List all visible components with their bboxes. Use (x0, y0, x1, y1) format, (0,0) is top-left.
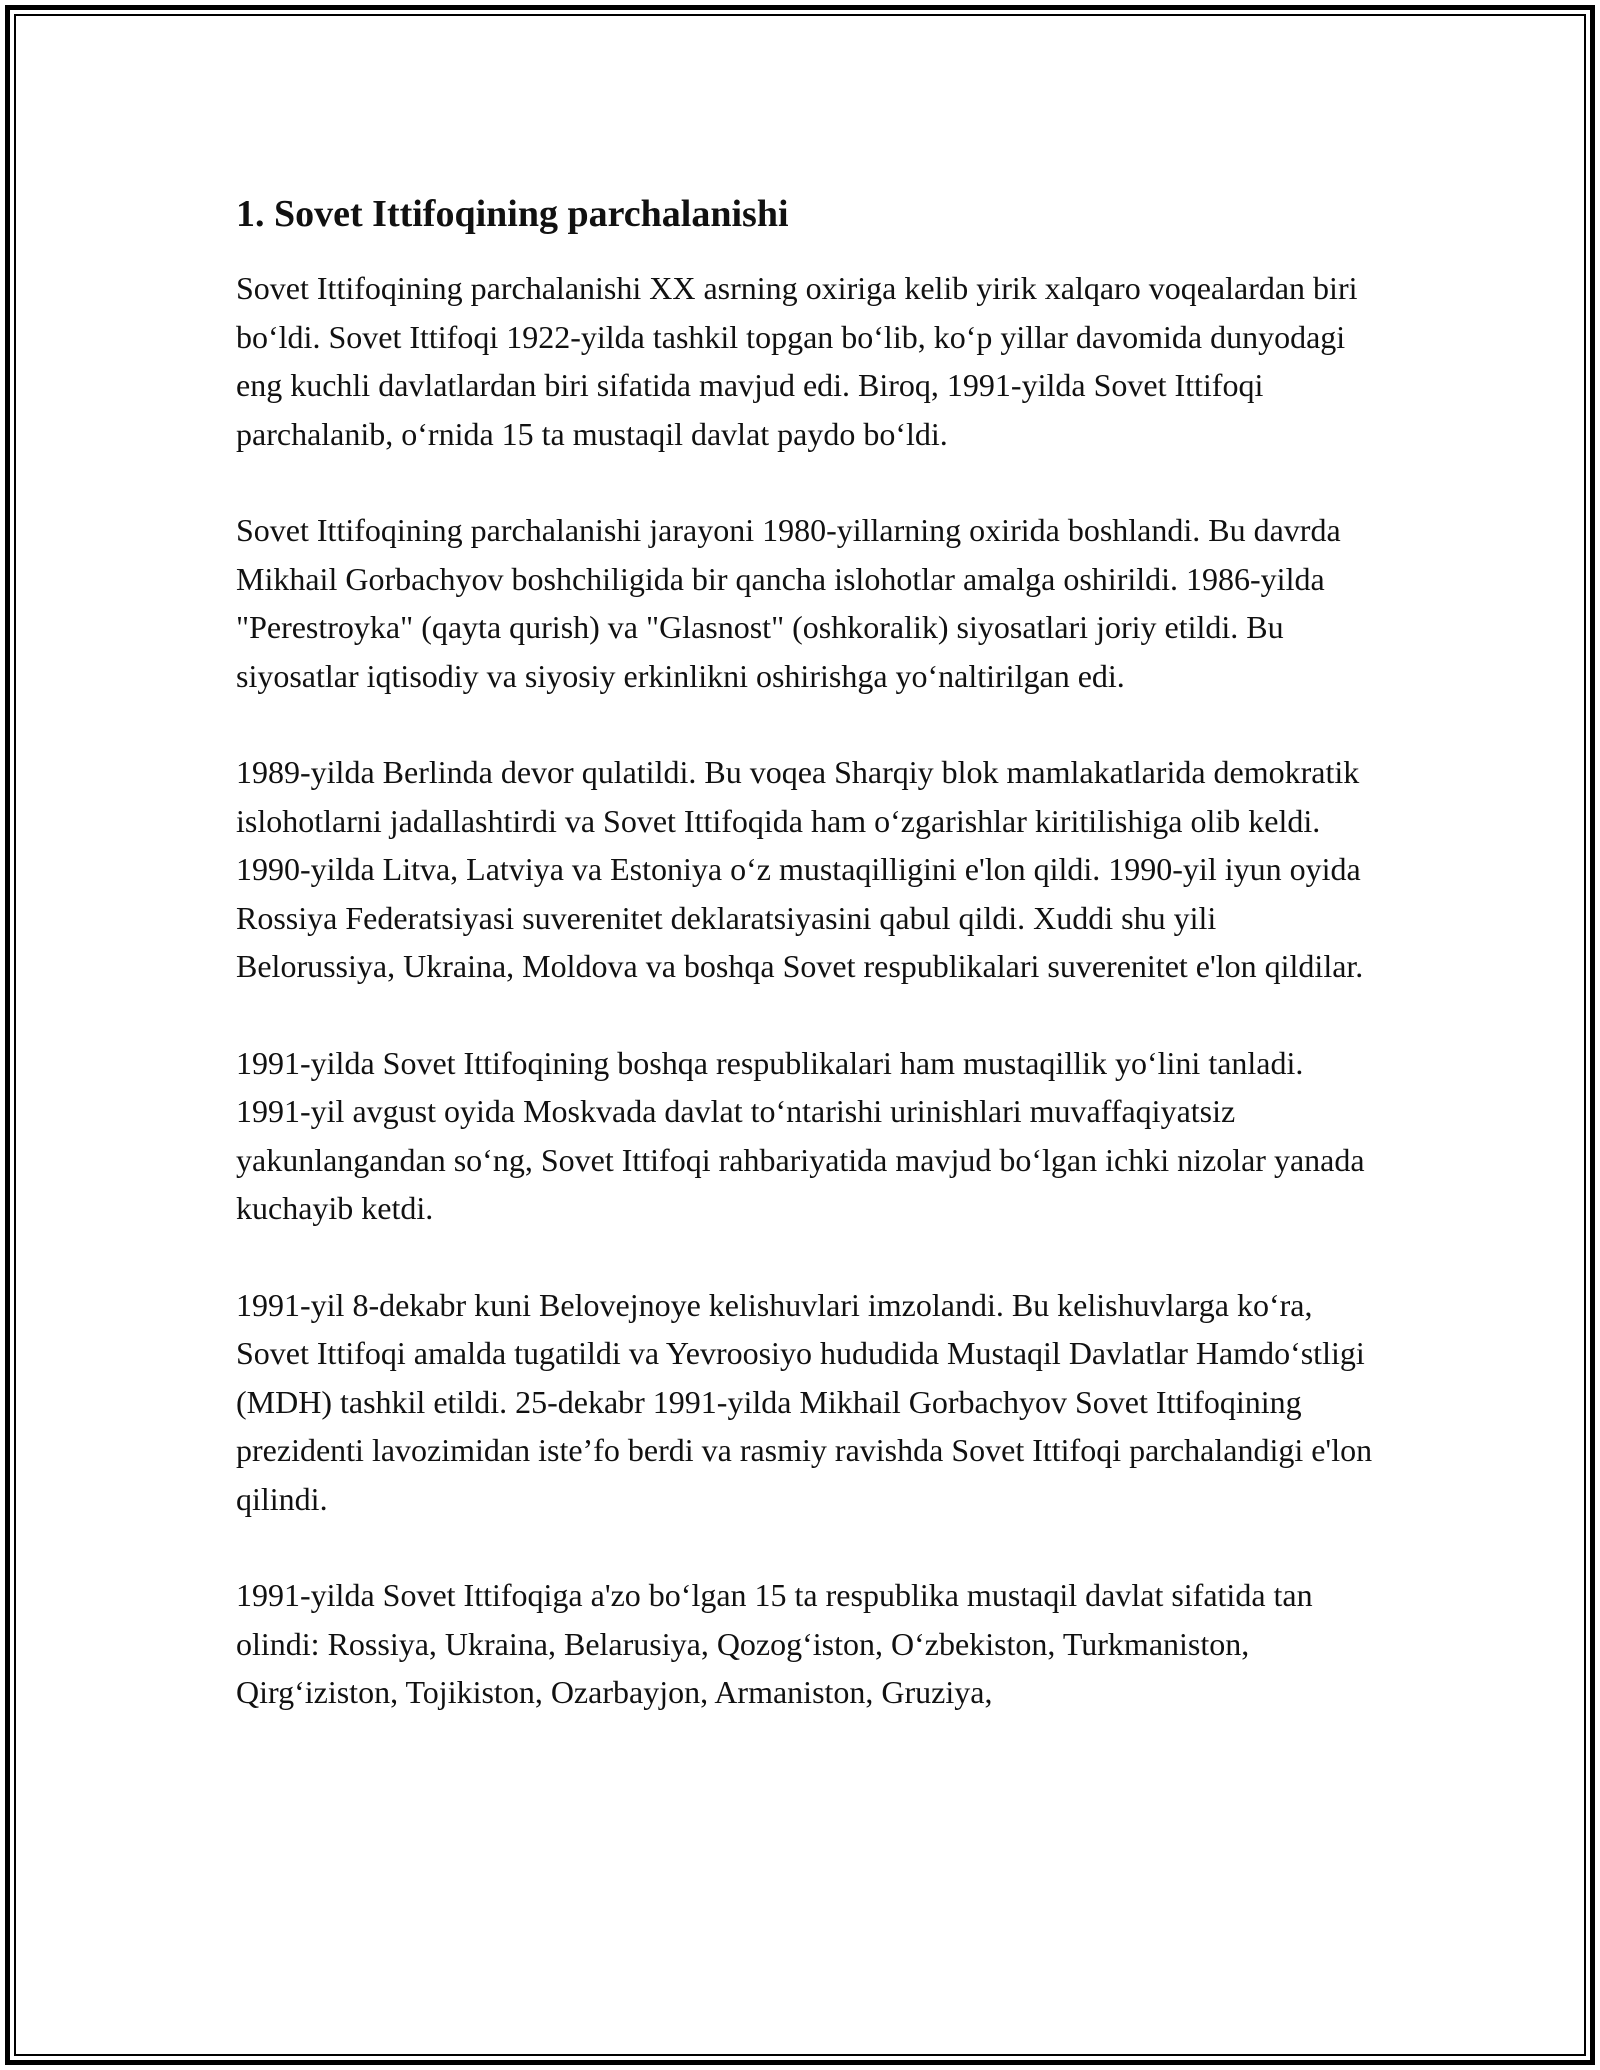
paragraph-6: 1991-yilda Sovet Ittifoqiga a'zo bo‘lgan 15 ta respublika mustaqil davlat sifatida tan olindi: Rossiya, Ukraina, Belarusiya, Qozog‘iston, O‘zbekiston, Turkmaniston, Qirg‘iziston, Tojikiston, Ozarbayjon, Armaniston, Gruziya, (236, 1577, 1313, 1710)
paragraph-4: 1991-yilda Sovet Ittifoqining boshqa respublikalari ham mustaqillik yo‘lini tanladi. 1991-yil avgust oyida Moskvada davlat to‘ntarishi urinishlari muvaffaqiyatsiz yakunlangandan so‘ng, Sovet Ittifoqi rahbariyatida mavjud bo‘lgan ichki nizolar yanada kuchayib ketdi. (236, 1044, 1365, 1226)
paragraph-1: Sovet Ittifoqining parchalanishi XX asrning oxiriga kelib yirik xalqaro voqealardan biri bo‘ldi. Sovet Ittifoqi 1922-yilda tashkil topgan bo‘lib, ko‘p yillar davomida dunyodagi eng kuchli davlatlardan biri sifatida mavjud edi. Biroq, 1991-yilda Sovet Ittifoqi parchalanib, o‘rnida 15 ta mustaqil davlat paydo bo‘ldi. (236, 270, 1358, 452)
paragraph-5: 1991-yil 8-dekabr kuni Belovejnoye kelishuvlari imzolandi. Bu kelishuvlarga ko‘ra, Sovet Ittifoqi amalda tugatildi va Yevroosiyo hududida Mustaqil Davlatlar Hamdo‘stligi (MDH) tashkil etildi. 25-dekabr 1991-yilda Mikhail Gorbachyov Sovet Ittifoqining prezidenti lavozimidan iste’fo berdi va rasmiy ravishda Sovet Ittifoqi parchalandigi e'lon qilindi. (236, 1286, 1373, 1517)
section-heading: 1. Sovet Ittifoqining parchalanishi (236, 193, 789, 235)
paragraph-3: 1989-yilda Berlinda devor qulatildi. Bu voqea Sharqiy blok mamlakatlarida demokratik islohotlarni jadallashtirdi va Sovet Ittifoqida ham o‘zgarishlar kiritilishiga olib keldi. 1990-yilda Litva, Latviya va Estoniya o‘z mustaqilligini e'lon qildi. 1990-yil iyun oyida Rossiya Federatsiyasi suverenitet deklaratsiyasini qabul qildi. Xuddi shu yili Belorussiya, Ukraina, Moldova va boshqa Sovet respublikalari suverenitet e'lon qildilar. (236, 754, 1364, 984)
paragraph-2: Sovet Ittifoqining parchalanishi jarayoni 1980-yillarning oxirida boshlandi. Bu davrda Mikhail Gorbachyov boshchiligida bir qancha islohotlar amalga oshirildi. 1986-yilda "Perestroyka" (qayta qurish) va "Glasnost" (oshkoralik) siyosatlari joriy etildi. Bu siyosatlar iqtisodiy va siyosiy erkinlikni oshirishga yo‘naltirilgan edi. (236, 512, 1341, 694)
document-body (236, 186, 1376, 1765)
